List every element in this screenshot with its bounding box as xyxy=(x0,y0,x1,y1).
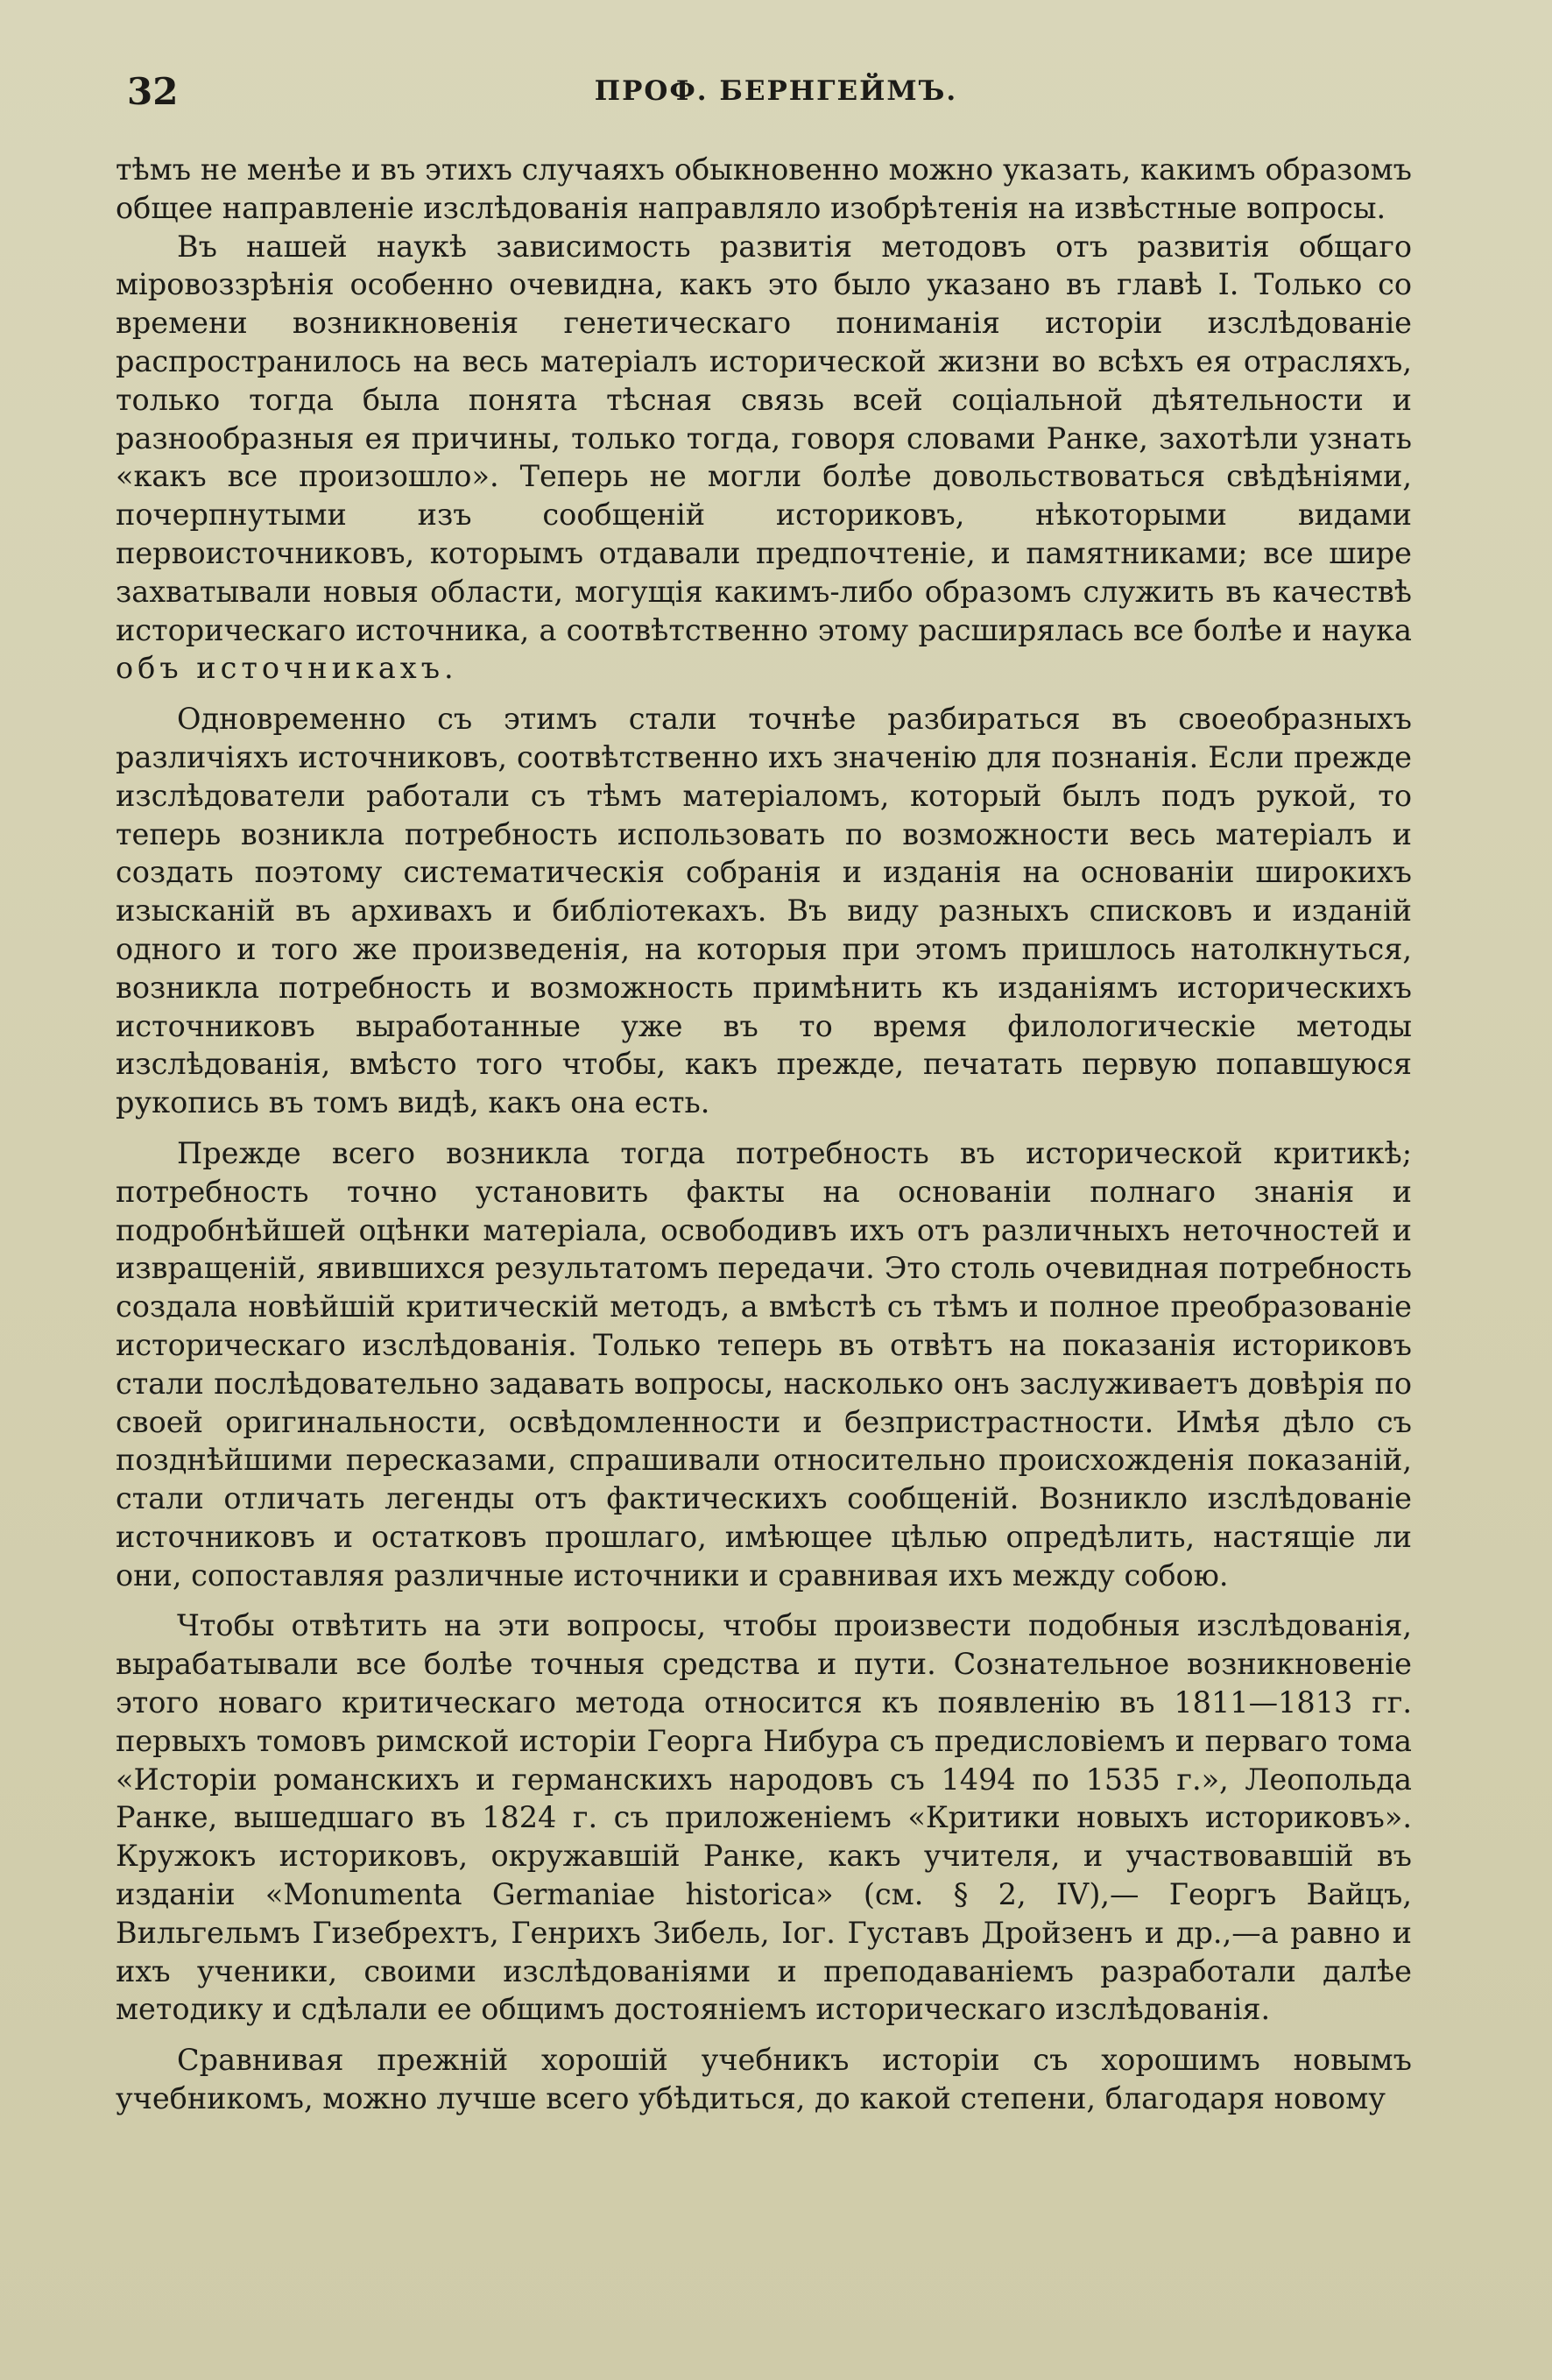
paragraph-6-text: Сравнивая прежній хорошій учебникъ исторіи съ хорошимъ новымъ учебникомъ, можно лучше всего убѣдиться, до какой степени, благодаря новому xyxy=(116,2043,1412,2116)
paragraph-6 xyxy=(116,2041,1412,2118)
paragraph-3-text: Одновременно съ этимъ стали точнѣе разбираться въ своеобразныхъ различіяхъ источниковъ, соотвѣтственно ихъ значенію для познанія. Если прежде изслѣдователи работали съ тѣмъ матеріаломъ, который былъ подъ рукой, то теперь возникла потребность использовать по возможности весь матеріалъ и создать поэтому систематическія собранія и изданія на основаніи широкихъ изысканій въ архивахъ и библіотекахъ. Въ виду разныхъ списковъ и изданій одного и того же произведенія, на которыя при этомъ пришлось натолкнуться, возникла потребность и возможность примѣнить къ изданіямъ историческихъ источниковъ выработанные уже въ то время филологическіе методы изслѣдованія, вмѣсто того чтобы, какъ прежде, печатать первую попавшуюся рукопись въ томъ видѣ, какъ она есть. xyxy=(116,702,1412,1120)
paragraph-5-text: Чтобы отвѣтить на эти вопросы, чтобы произвести подобныя изслѣдованія, вырабатывали все болѣе точныя средства и пути. Сознательное возникновеніе этого новаго критическаго метода относится къ появленію въ 1811—1813 гг. первыхъ томовъ римской исторіи Георга Нибура съ предисловіемъ и перваго тома «Исторіи романскихъ и германскихъ народовъ съ 1494 по 1535 г.», Леопольда Ранке, вышедшаго въ 1824 г. съ приложеніемъ «Критики новыхъ историковъ». Кружокъ историковъ, окружавшій Ранке, какъ учителя, и участвовавшій въ изданіи «Monumenta Germaniae historica» (см. § 2, IV),— Георгъ Вайцъ, Вильгельмъ Гизебрехтъ, Генрихъ Зибель, Іог. Густавъ Дройзенъ и др.,—а равно и ихъ ученики, своими изслѣдованіями и преподаваніемъ разработали далѣе методику и сдѣлали ее общимъ достояніемъ историческаго изслѣдованія. xyxy=(116,1608,1412,2027)
paragraph-3 xyxy=(116,700,1412,1122)
body-text xyxy=(116,151,1412,2118)
paragraph-4 xyxy=(116,1134,1412,1595)
paragraph-1-text: тѣмъ не менѣе и въ этихъ случаяхъ обыкновенно можно указать, какимъ образомъ общее направленіе изслѣдованія направляло изобрѣтенія на извѣстные вопросы. xyxy=(116,152,1412,225)
paragraph-5 xyxy=(116,1607,1412,2029)
page-header xyxy=(0,70,1552,123)
paragraph-4-text: Прежде всего возникла тогда потребность въ исторической критикѣ; потребность точно установить факты на основаніи полнаго знанія и подробнѣйшей оцѣнки матеріала, освободивъ ихъ отъ различныхъ неточностей и извращеній, явившихся результатомъ передачи. Это столь очевидная потребность создала новѣйшій критическій методъ, а вмѣстѣ съ тѣмъ и полное преобразованіе историческаго изслѣдованія. Только теперь въ отвѣтъ на показанія историковъ стали послѣдовательно задавать вопросы, насколько онъ заслуживаетъ довѣрія по своей оригинальности, освѣдомленности и безпристрастности. Имѣя дѣло съ позднѣйшими пересказами, спрашивали относительно происхожденія показаній, стали отличать легенды отъ фактическихъ сообщеній. Возникло изслѣдованіе источниковъ и остатковъ прошлаго, имѣющее цѣлью опредѣлить, настящіе ли они, сопоставляя различные источники и сравнивая ихъ между собою. xyxy=(116,1135,1412,1593)
page-number: 32 xyxy=(127,70,179,113)
running-title: ПРОФ. БЕРНГЕЙМЪ. xyxy=(594,75,958,107)
paragraph-2-spaced-phrase: объ источникахъ. xyxy=(116,651,458,686)
paragraph-2-text: Въ нашей наукѣ зависимость развитія методовъ отъ развитія общаго міровоззрѣнія особенно очевидна, какъ это было указано въ главѣ I. Только со времени возникновенія генетическаго пониманія исторіи изслѣдованіе распространилось на весь матеріалъ исторической жизни во всѣхъ ея отрасляхъ, только тогда была понята тѣсная связь всей соціальной дѣятельности и разнообразныя ея причины, только тогда, говоря словами Ранке, захотѣли узнать «какъ все произошло». Теперь не могли болѣе довольствоваться свѣдѣніями, почерпнутыми изъ сообщеній историковъ, нѣкоторыми видами первоисточниковъ, которымъ отдавали предпочтеніе, и памятниками; все шире захватывали новыя области, могущія какимъ-либо образомъ служить въ качествѣ историческаго источника, а соотвѣтственно этому расширялась все болѣе и наука xyxy=(116,229,1412,647)
paragraph-1 xyxy=(116,151,1412,228)
paragraph-2 xyxy=(116,228,1412,689)
